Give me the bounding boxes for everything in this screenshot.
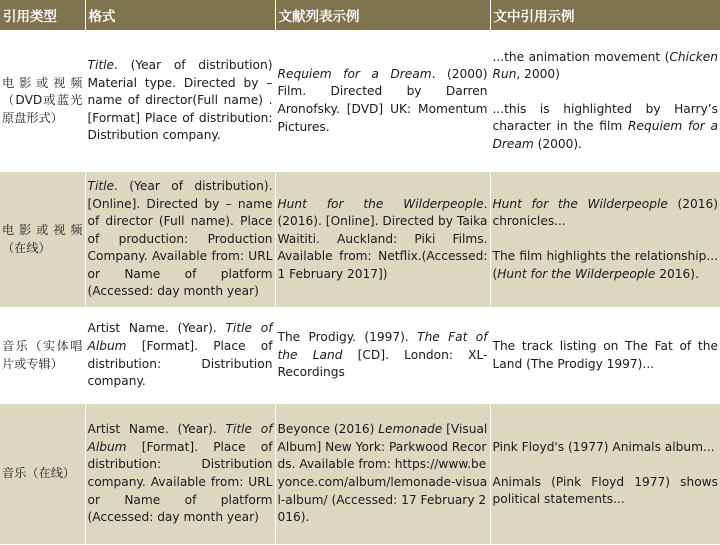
- format-title: Title of Album: [87, 422, 273, 454]
- header-intext: 文中引用示例: [490, 0, 720, 31]
- table-row: [0, 308, 720, 403]
- cell-intext: [490, 308, 720, 403]
- cell-intext: [490, 171, 720, 308]
- header-type: 引用类型: [0, 0, 85, 31]
- ref-title: Lemonade: [378, 422, 443, 437]
- cell-reflist: Beyonce (2016) Lemonade [Visual Album] New York: Parkwood Records. Available from: https://www.beyonce.com/album/lemonade-visual-album/ (Accessed: 17 February 2016).: [275, 403, 490, 544]
- format-title: Title: [87, 58, 114, 73]
- format-rest: . (Year of distribution) Material type. Directed by – name of director(Full name) . [Format] Place of distribution: Distribution company.: [87, 58, 273, 143]
- table-row: [0, 171, 720, 308]
- format-title: Title: [87, 178, 114, 193]
- cell-type: 音乐（在线）: [0, 403, 85, 544]
- cell-type: 电影或视频（在线）: [0, 171, 85, 308]
- cell-intext: [490, 403, 720, 544]
- intext-example-2: Animals (Pink Floyd 1977) shows political statements...: [492, 474, 718, 507]
- cell-reflist: [275, 31, 490, 171]
- header-row: [0, 0, 720, 31]
- intext-example-2: ...this is highlighted by Harry’s character in the film Requiem for a Dream (2000).: [492, 101, 718, 151]
- cell-reflist: The Prodigy. (1997). The Fat of the Land [CD]. London: XL-Recordings: [275, 308, 490, 403]
- cell-type: 音乐（实体唱片或专辑）: [0, 308, 85, 403]
- ref-rest: [CD]. London: XL-Recordings: [277, 347, 488, 380]
- ref-rest: . (2000) Film. Directed by Darren Aronofsky. [DVD] UK: Momentum Pictures.: [277, 66, 488, 134]
- format-rest: [Format]. Place of distribution: Distribution company. Available from: URL or Name of platform (Accessed: day month year): [87, 439, 273, 525]
- format-rest: . (Year of distribution). [Online]. Directed by – name of director (Full name). Place of production: Production Company. Available from: URL or Name of platform (Accessed: day month year): [87, 178, 273, 299]
- ref-title: The Fat of the Land: [277, 330, 488, 362]
- cell-intext: [490, 31, 720, 171]
- header-format: 格式: [85, 0, 275, 31]
- table-row: [0, 403, 720, 544]
- ref-title: Hunt for the Wilderpeople: [277, 196, 484, 211]
- ref-title: Requiem for a Dream: [277, 66, 432, 81]
- intext-example-1: ...the animation movement (Chicken Run, 2000): [492, 49, 718, 82]
- header-reflist: 文献列表示例: [275, 0, 490, 31]
- cell-format: Artist Name. (Year). Title of Album [Format]. Place of distribution: Distribution company.: [85, 308, 275, 403]
- intext-example-1: Pink Floyd's (1977) Animals album...: [492, 440, 715, 455]
- cell-format: Artist Name. (Year). Title of Album [Format]. Place of distribution: Distribution company. Available from: URL or Name of platform (Accessed: day month year): [85, 403, 275, 544]
- cell-type: 电影或视频（DVD或蓝光原盘形式）: [0, 31, 85, 171]
- ref-rest: . (2016). [Online]. Directed by Taika Waititi. Auckland: Piki Films. Available from: Netflix.(Accessed: 1 February 2017]): [277, 196, 488, 281]
- ref-rest: [Visual Album] New York: Parkwood Records. Available from: https://www.beyonce.com/album/lemonade-visual-album/ (Accessed: 17 February 2016).: [277, 422, 488, 525]
- intext-example-2: The film highlights the relationship...(Hunt for the Wilderpeople 2016).: [492, 249, 718, 281]
- format-rest: [Format]. Place of distribution: Distribution company.: [87, 338, 273, 389]
- cell-format: [85, 171, 275, 308]
- intext-example-1: The track listing on The Fat of the Land (The Prodigy 1997)...: [492, 338, 718, 371]
- intext-example-1: Hunt for the Wilderpeople (2016) chronicles...: [492, 196, 718, 229]
- table-row: [0, 31, 720, 171]
- cell-format: [85, 31, 275, 171]
- format-title: Title of Album: [87, 321, 273, 353]
- cell-reflist: [275, 171, 490, 308]
